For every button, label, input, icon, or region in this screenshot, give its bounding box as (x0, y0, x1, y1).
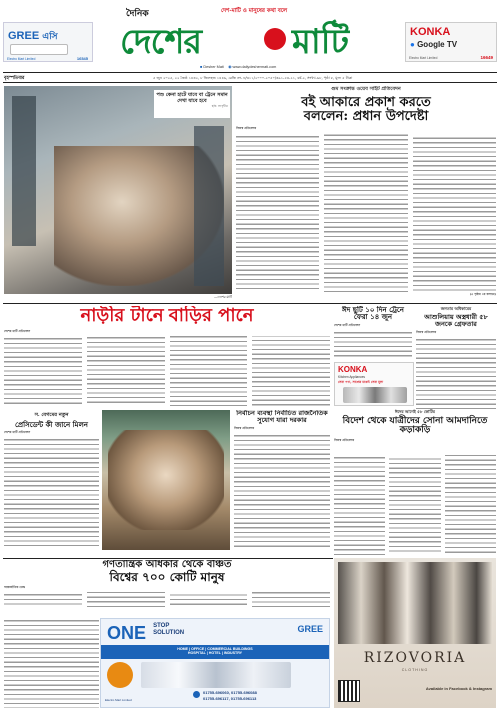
website-link[interactable]: www.dailydeshermati.com (232, 65, 277, 69)
gold-byline: নিজস্ব প্রতিবেদক (334, 437, 355, 442)
nutrition-story (234, 410, 330, 557)
side-headline: আশুলিয়ায় অস্ত্রধারী ৫৮ জনকে গ্রেফতার (424, 313, 488, 328)
gree-ad-phone-icon (193, 691, 200, 698)
mayor-body-text (4, 437, 99, 549)
train-photo-caption-box (154, 90, 230, 118)
konka-tv-label: ● Google TV (410, 40, 458, 49)
masthead-dainik: দৈনিক (126, 9, 149, 19)
leave-headline: ঈদ ছুটি ১০ দিন ট্রেনে ফেরা ১৪ জুন (342, 306, 404, 322)
market-caption (102, 551, 230, 557)
market-photo (102, 410, 230, 550)
gree-ad-line2: HOSPITAL | HOTEL | INDUSTRY (187, 651, 243, 655)
pm-continued: (৩ পৃষ্ঠার ২য় কলামে) (469, 292, 496, 297)
nutrition-byline: নিজস্ব প্রতিবেদক (234, 425, 255, 430)
pm-story (236, 86, 496, 301)
gree-ad-one: ONE (107, 623, 147, 643)
konka-hotline: 16649 (480, 55, 493, 60)
mayor-byline: দেশের মাটি প্রতিবেদন (4, 430, 31, 435)
mayor-story (4, 412, 99, 557)
ad-rizovoria (334, 558, 496, 708)
ad-gree-bottom (100, 618, 330, 708)
side-kicker: জনতার অধিকারের (440, 306, 472, 311)
gree-ad-maker: Electro Mart Limited (105, 698, 132, 702)
pm-headline-2: বললেন: প্রধান উপদেষ্টা (303, 108, 429, 124)
dateline (3, 73, 497, 82)
left-bottom-text (4, 618, 99, 708)
train-caption (4, 295, 232, 302)
home-headline-b: বাড়ির পানে (168, 306, 254, 326)
pm-body-text (236, 134, 496, 292)
gold-story (334, 409, 496, 453)
gree-ad-brand: GREE (297, 624, 323, 634)
masthead (96, 4, 402, 64)
nutrition-headline: নির্বাচন ব্যবস্থা নির্বাচিত রাজনৈতিক সুযোগ যারা দরকার (236, 410, 328, 424)
dateline-bottom-rule (3, 82, 497, 83)
home-byline: দেশের মাটি প্রতিবেদন (4, 329, 31, 333)
konka-logo: KONKA (410, 26, 451, 38)
train-caption-credit: —দেশের মাটি (213, 295, 232, 299)
pm-headline-1: বই আকারে প্রকাশ করতে (301, 95, 431, 110)
leave-body-text (334, 330, 412, 360)
gree-ad-line1: HOME | OFFICE | COMMERCIAL BUILDINGS (177, 647, 253, 651)
ad-konka-top (405, 22, 497, 62)
google-icon: ● (410, 40, 415, 49)
konka-kitchen-tag: Kitchen Appliances (338, 375, 365, 379)
gree-ad-stop: STOP SOLUTION (153, 623, 185, 636)
dateline-info: ৫ জুন ২০২৫, ২২ জৈষ্ঠ ১৪৩২, ৮ জিলহজ ১৪৪৬, রেজি নং- ঢ/৩১১/২০০০-২০৫০/৩৯১-২৩-২১, বর্ষ-২, সংখ্যা-৬৮, পৃষ্ঠা ৮, মূল্য ৫ টাকা (153, 76, 353, 80)
gold-body-text (334, 455, 496, 555)
dateline-day: বৃহস্পতিবার (4, 75, 25, 81)
social-links (200, 64, 350, 71)
home-story-body (4, 329, 330, 409)
gree-ad-band (101, 645, 329, 659)
konka-maker: Electro Mart Limited (409, 56, 438, 60)
mayor-headline: প্রেসিডেন্ট কী জানে মিলন (15, 420, 88, 429)
side-body-text (416, 337, 496, 409)
side-byline: নিজস্ব প্রতিবেদক (416, 329, 437, 334)
leave-byline: দেশের মাটি প্রতিবেদন (334, 322, 361, 327)
democracy-body-text (4, 592, 330, 608)
democracy-body (4, 592, 330, 608)
gree-ad-phone2: 01755-696117, 01755-696113 (203, 696, 257, 701)
pm-kicker: গুম সংক্রান্ত ওয়েব সাইট প্রতিবেদন (331, 86, 401, 92)
train-photo-caption: পশু কেনা হাটে যাবে বা ট্রেনে সমান দেখা যাবে হবে (156, 92, 228, 104)
gree-logo: GREE এসি (8, 30, 58, 42)
democracy-byline: আন্তর্জাতিক ডেস্ক (4, 585, 25, 590)
masthead-title-b: মাটি (292, 22, 349, 62)
konka-kitchen-line: সেরা পণ্য, সাধ্যের মধ্যেই সেরা মূল্য (338, 380, 384, 384)
home-body (4, 336, 330, 406)
mayor-kicker: স. বেগমের নতুন (34, 412, 69, 418)
rizovoria-qr (338, 680, 360, 702)
rizovoria-sub: CLOTHING (401, 668, 429, 672)
section-rule-1 (3, 303, 497, 304)
pm-byline: নিজস্ব প্রতিবেদক (236, 126, 257, 131)
side-story (416, 306, 496, 414)
ad-konka-kitchen (334, 362, 414, 406)
konka-kitchen-logo: KONKA (338, 365, 368, 374)
gree-ad-units-graphic (141, 662, 291, 688)
democracy-headline-1: গণতান্ত্রিক অধিকার থেকে বঞ্চিত (102, 560, 232, 570)
facebook-label[interactable]: Desher Mati (203, 65, 224, 69)
masthead-sun-icon (264, 28, 286, 50)
facebook-icon: ■ (200, 65, 203, 69)
rizovoria-fb: Available in Facebook & Instagram (425, 686, 492, 691)
gree-ad-title (107, 623, 184, 644)
home-headline-a: নাড়ীর টানে (80, 306, 164, 326)
gold-headline: বিদেশ থেকে যাত্রীদের সোনা আমদানিতে কড়াকড়ি (342, 416, 488, 436)
section-rule-2 (3, 558, 333, 559)
train-window (12, 96, 36, 246)
gold-kicker: ঈদের আগেই ৫৮ কোটির (395, 409, 435, 414)
masthead-tagline: দেশ-মাটি ও মানুষের কথা বলে (221, 8, 288, 14)
gree-ad-seal (107, 662, 133, 688)
pm-body (236, 134, 496, 292)
train-photo-credit: ছবি: সংগৃহীত (211, 104, 228, 108)
home-body-text (4, 336, 330, 406)
gree-maker: Electro Mart Limited (7, 57, 36, 61)
gold-body (334, 455, 496, 555)
market-crowd (108, 430, 224, 530)
democracy-story (4, 560, 330, 616)
gree-hotline: 16545 (76, 56, 88, 61)
nutrition-body-text (234, 433, 330, 548)
democracy-headline-2: বিশ্বের ৭০০ কোটি মানুষ (109, 569, 225, 584)
leave-story (334, 306, 412, 360)
gree-ad-phone1: 01755-696060, 01755-696088 (203, 690, 257, 695)
appliance-graphic (343, 387, 407, 403)
rizovoria-brand: RIZOVORIA (363, 650, 467, 666)
ad-gree-top (3, 22, 93, 62)
train-photo (4, 86, 232, 294)
home-story-headline (4, 306, 330, 328)
train-door (194, 126, 224, 286)
masthead-title-a: দেশের (120, 22, 202, 62)
ac-unit-graphic (10, 44, 68, 55)
rizovoria-models (338, 562, 492, 644)
globe-icon: ◉ (228, 65, 232, 69)
